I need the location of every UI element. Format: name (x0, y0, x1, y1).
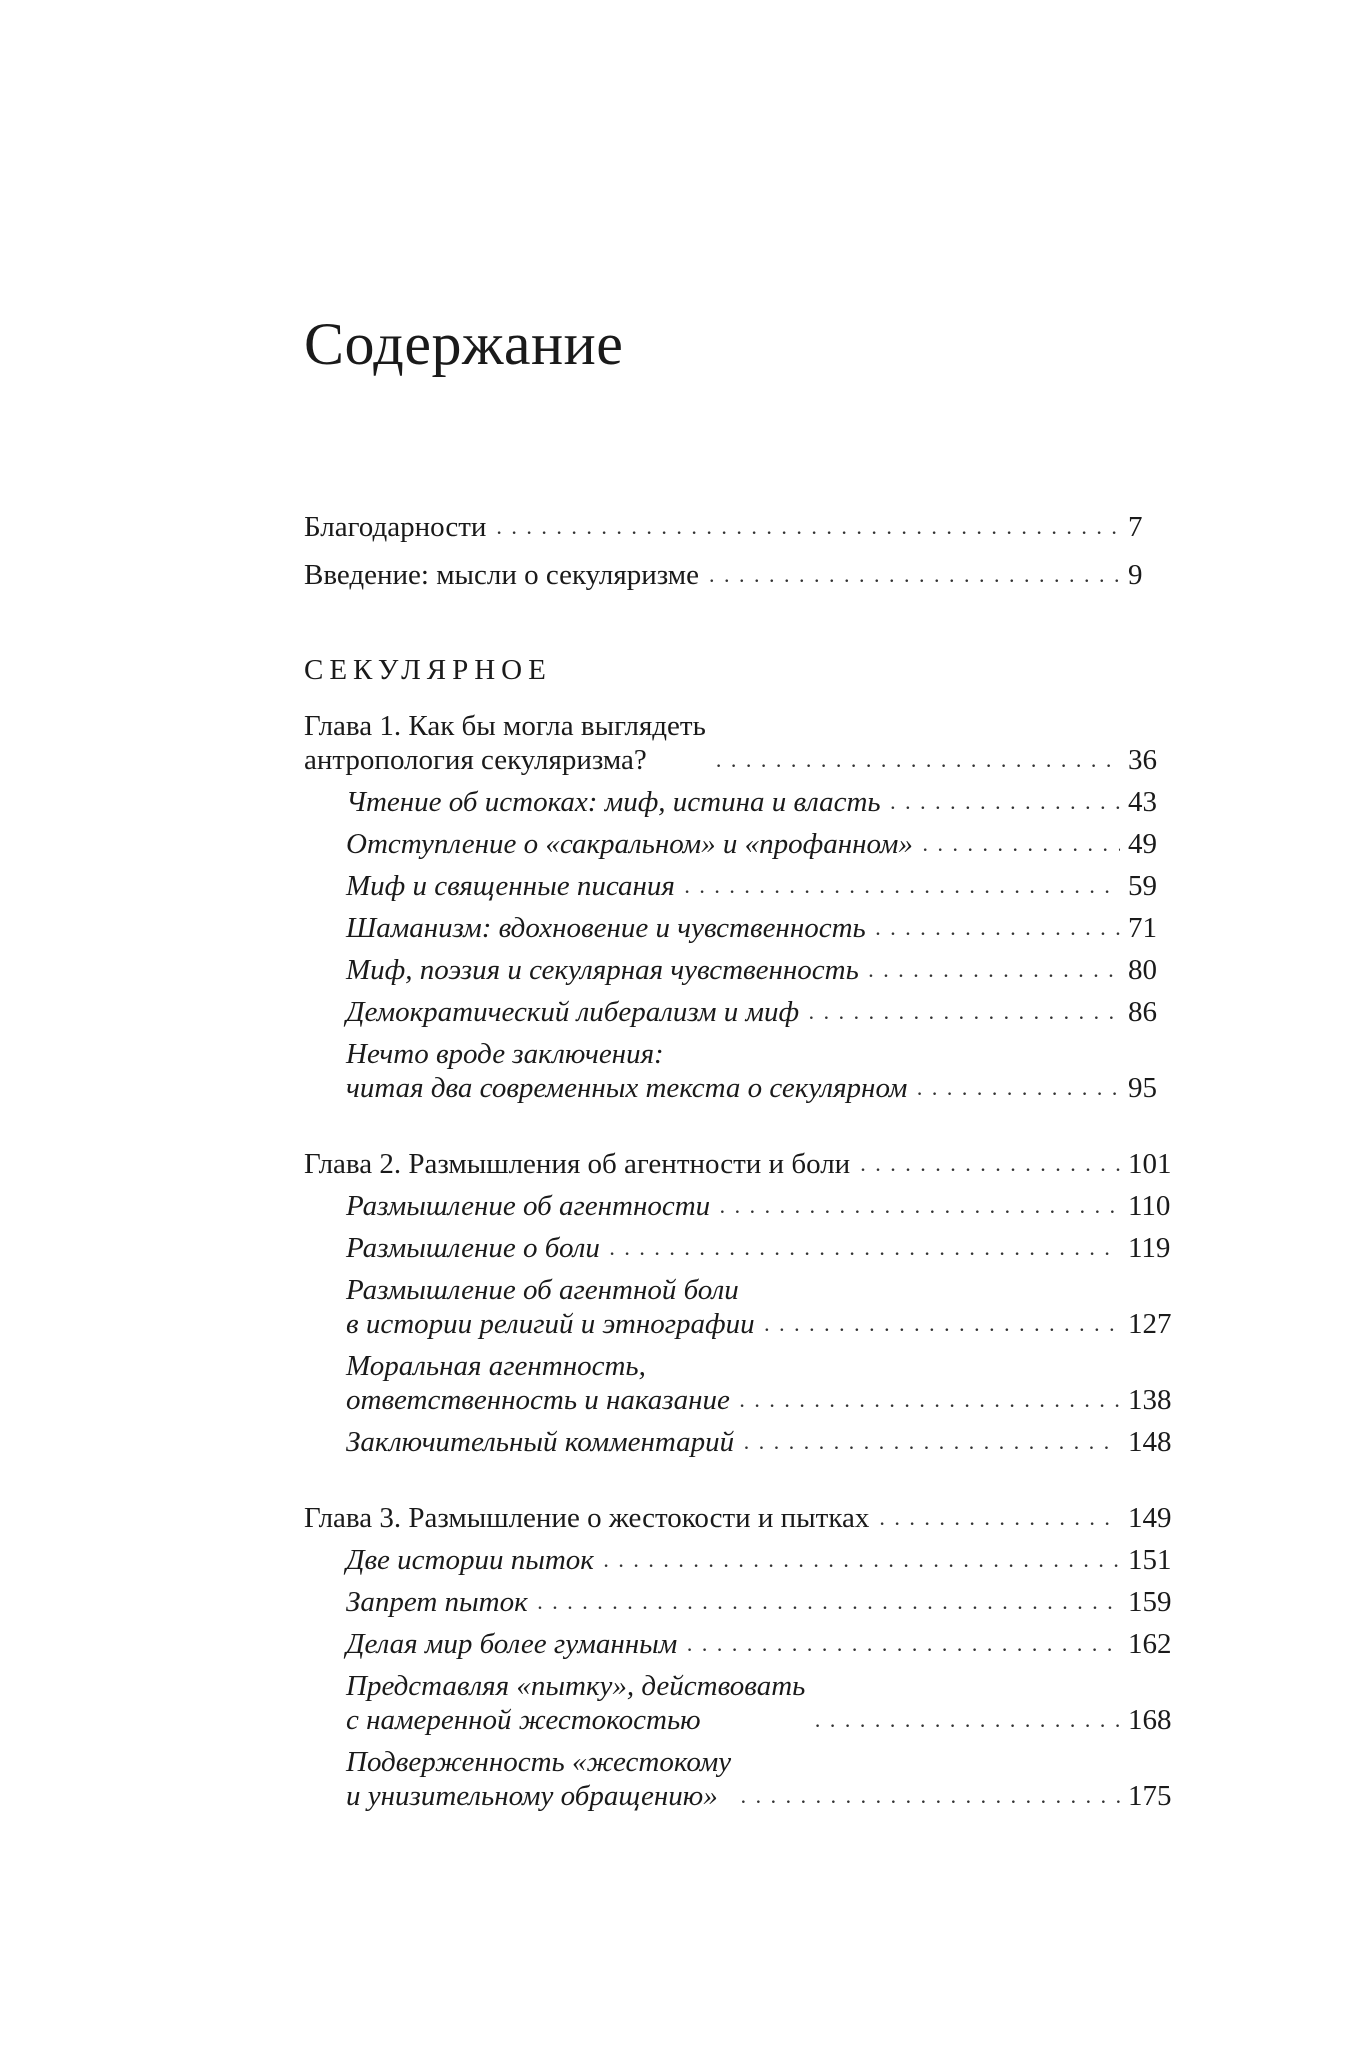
entry-title (346, 1349, 730, 1417)
entry-title-line1: Запрет пыток (346, 1586, 528, 1618)
page-number: 149 (1128, 1502, 1172, 1534)
dot-leader (741, 1779, 1120, 1813)
page-number: 162 (1128, 1628, 1172, 1660)
page-number: 110 (1128, 1190, 1171, 1222)
entry-title-line1: Делая мир более гуманным (346, 1628, 678, 1660)
toc-section-entry (304, 1585, 1172, 1619)
toc-section-entry (304, 869, 1164, 903)
dot-leader (496, 510, 1120, 544)
page-number: 9 (1128, 559, 1143, 591)
entry-title (346, 1669, 805, 1737)
page-number: 43 (1128, 786, 1157, 818)
page-number: 7 (1128, 511, 1143, 543)
toc-section-entry (304, 995, 1164, 1029)
page-number: 175 (1128, 1780, 1172, 1812)
entry-title-line1: Шаманизм: вдохновение и чувственность (346, 912, 866, 944)
part-label: СЕКУЛЯРНОЕ (304, 654, 552, 686)
toc-entry (304, 558, 1164, 592)
toc-entry (304, 1501, 1172, 1535)
toc-section-entry (304, 1425, 1172, 1459)
toc-entry (304, 510, 1164, 544)
entry-title: Введение: мысли о секуляризме (304, 559, 699, 591)
page-number: 71 (1128, 912, 1157, 944)
toc-section-entry (304, 1273, 1172, 1341)
toc-section-entry (304, 785, 1164, 819)
toc-section-entry (304, 1349, 1172, 1417)
page-number: 168 (1128, 1704, 1172, 1736)
toc-section-entry (304, 827, 1164, 861)
entry-title (346, 1585, 528, 1619)
toc-entry (304, 1147, 1172, 1181)
dot-leader (879, 1501, 1120, 1535)
dot-leader (860, 1147, 1120, 1181)
entry-title-line2: читая два современных текста о секулярном (346, 1072, 908, 1104)
page-number: 49 (1128, 828, 1157, 860)
page-number: 59 (1128, 870, 1157, 902)
page-number: 95 (1128, 1072, 1157, 1104)
front-matter-list (304, 510, 1164, 592)
chapter-block (304, 709, 1164, 1105)
entry-title (346, 1627, 677, 1661)
dot-leader (740, 1383, 1120, 1417)
toc-section-entry (304, 1231, 1171, 1265)
entry-title (304, 709, 706, 777)
page-number: 101 (1128, 1148, 1172, 1180)
dot-leader (815, 1703, 1120, 1737)
entry-title-line1: Моральная агентность, (346, 1350, 646, 1382)
entry-title-line2: ответственность и наказание (346, 1384, 730, 1416)
entry-title (346, 1745, 731, 1813)
dot-leader (687, 1627, 1120, 1661)
toc-section-entry (304, 1543, 1172, 1577)
dot-leader (538, 1585, 1120, 1619)
entry-title-line2: антропология секуляризма? (304, 744, 647, 776)
page-number: 159 (1128, 1586, 1172, 1618)
dot-leader (917, 1071, 1120, 1105)
chapter-block (304, 1147, 1172, 1459)
page-number: 119 (1128, 1232, 1171, 1264)
entry-title (346, 1273, 755, 1341)
chapter-block (304, 1501, 1172, 1813)
entry-title (346, 785, 881, 819)
entry-title (346, 827, 913, 861)
dot-leader (869, 953, 1120, 987)
entry-title (304, 1501, 869, 1535)
toc-section-entry (304, 911, 1164, 945)
dot-leader (765, 1307, 1120, 1341)
dot-leader (716, 743, 1120, 777)
table-of-contents (304, 510, 1172, 1855)
dot-leader (876, 911, 1120, 945)
entry-title-line1: Глава 2. Размышления об агентности и боли (304, 1148, 851, 1180)
entry-title-line1: Демократический либерализм и миф (346, 996, 800, 1028)
entry-title (304, 1147, 850, 1181)
entry-title-line2: и унизительному обращению» (346, 1780, 718, 1812)
toc-section-entry (304, 1627, 1172, 1661)
entry-title (346, 1425, 734, 1459)
toc-section-entry (304, 1037, 1164, 1105)
entry-title-line1: Заключительный комментарий (346, 1426, 735, 1458)
entry-title-line1: Глава 1. Как бы могла выглядеть (304, 710, 706, 742)
entry-title (346, 1189, 710, 1223)
entry-title-line1: Две истории пыток (346, 1544, 594, 1576)
entry-title (346, 995, 799, 1029)
dot-leader (923, 827, 1120, 861)
entry-title-line1: Размышление об агентной боли (346, 1274, 739, 1306)
entry-title (346, 1543, 594, 1577)
dot-leader (809, 995, 1120, 1029)
entry-title: Благодарности (304, 511, 487, 543)
page-number: 86 (1128, 996, 1157, 1028)
entry-title-line1: Представляя «пытку», действовать (346, 1670, 806, 1702)
entry-title-line2: с намеренной жестокостью (346, 1704, 701, 1736)
entry-title (346, 1231, 600, 1265)
dot-leader (604, 1543, 1120, 1577)
toc-section-entry (304, 953, 1164, 987)
dot-leader (744, 1425, 1120, 1459)
entry-title-line1: Размышление об агентности (346, 1190, 711, 1222)
page-number: 138 (1128, 1384, 1172, 1416)
entry-title-line1: Отступление о «сакральном» и «профанном» (346, 828, 913, 860)
dot-leader (891, 785, 1120, 819)
page-number: 151 (1128, 1544, 1172, 1576)
dot-leader (720, 1189, 1120, 1223)
toc-entry (304, 709, 1164, 777)
entry-title-line1: Миф и священные писания (346, 870, 675, 902)
entry-title-line2: в истории религий и этнографии (346, 1308, 755, 1340)
entry-title-line1: Подверженность «жестокому (346, 1746, 732, 1778)
entry-title (346, 911, 866, 945)
entry-title (346, 953, 859, 987)
toc-section-entry (304, 1669, 1172, 1737)
entry-title-line1: Миф, поэзия и секулярная чувственность (346, 954, 859, 986)
entry-title-line1: Нечто вроде заключения: (346, 1038, 664, 1070)
dot-leader (610, 1231, 1120, 1265)
dot-leader (685, 869, 1120, 903)
page-title: Содержание (304, 311, 624, 377)
entry-title (346, 869, 675, 903)
entry-title-line1: Размышление о боли (346, 1232, 600, 1264)
page-number: 36 (1128, 744, 1157, 776)
page-number: 148 (1128, 1426, 1172, 1458)
entry-title (346, 1037, 907, 1105)
entry-title-line1: Чтение об истоках: миф, истина и власть (346, 786, 881, 818)
dot-leader (709, 558, 1120, 592)
entry-title-line1: Глава 3. Размышление о жестокости и пытках (304, 1502, 870, 1534)
page-number: 127 (1128, 1308, 1172, 1340)
toc-section-entry (304, 1189, 1171, 1223)
toc-section-entry (304, 1745, 1172, 1813)
chapter-list (304, 709, 1172, 1813)
page-number: 80 (1128, 954, 1157, 986)
